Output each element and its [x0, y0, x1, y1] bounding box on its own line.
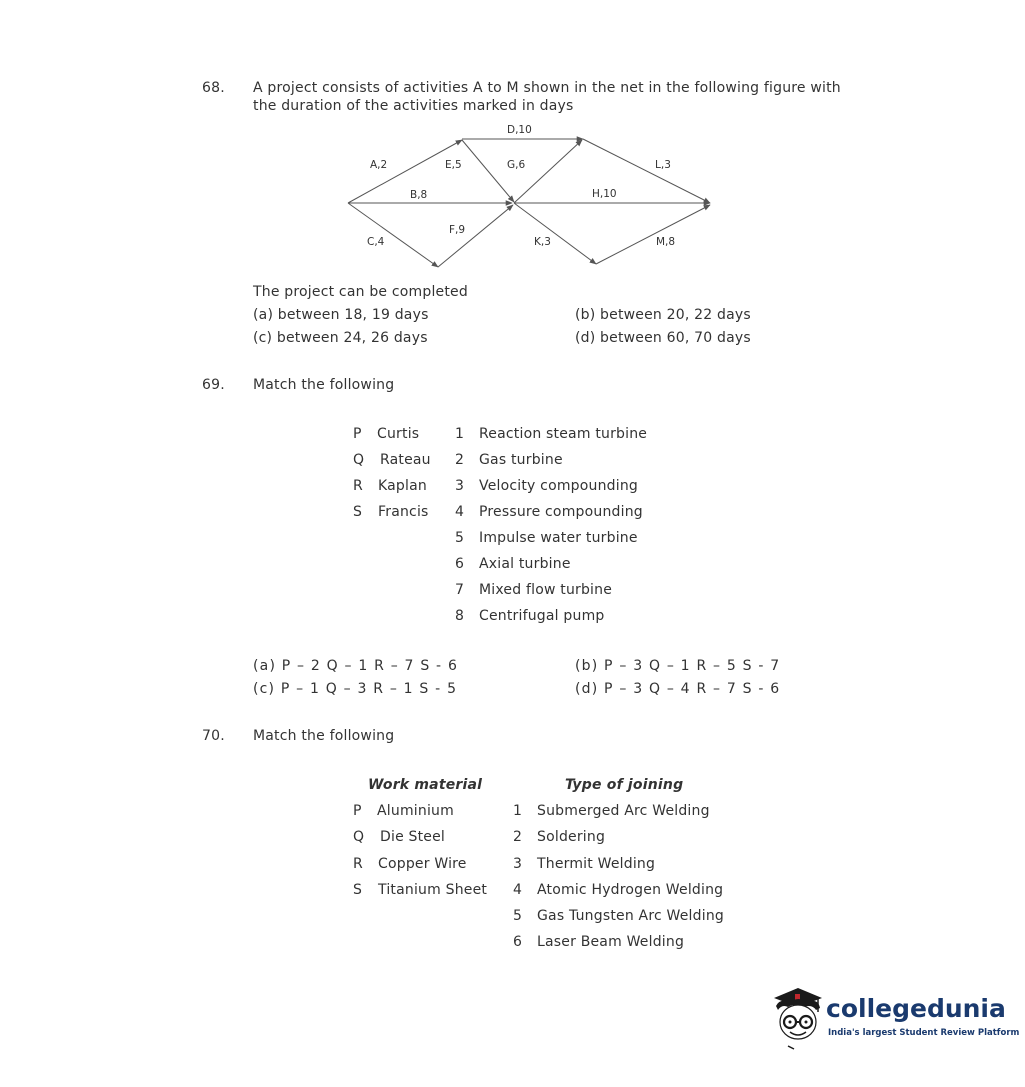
list-item: Die Steel [380, 829, 446, 845]
arrow-k [514, 203, 596, 264]
label-m: M,8 [656, 236, 676, 248]
list-item: R [353, 478, 363, 494]
list-item: 4 [513, 882, 523, 898]
option-69-d: (d) P – 3 Q – 4 R – 7 S - 6 [575, 681, 781, 697]
label-l: L,3 [655, 159, 671, 171]
question-70-number: 70. [202, 728, 225, 744]
list-item: Mixed flow turbine [479, 582, 613, 598]
list-item: Axial turbine [479, 556, 571, 572]
list-item: Pressure compounding [479, 504, 643, 520]
option-69-c: (c) P – 1 Q – 3 R – 1 S - 5 [253, 681, 458, 697]
list-item: Laser Beam Welding [537, 934, 685, 950]
list-item: Gas Tungsten Arc Welding [537, 908, 724, 924]
list-item: S [353, 504, 363, 520]
list-item: Velocity compounding [479, 478, 639, 494]
mascot-icon [768, 980, 826, 1052]
list-item: 4 [455, 504, 465, 520]
label-f: F,9 [449, 224, 466, 236]
list-item: Impulse water turbine [479, 530, 638, 546]
arrow-m [596, 205, 710, 264]
list-item: Copper Wire [378, 856, 467, 872]
option-68-c: (c) between 24, 26 days [253, 330, 428, 346]
list-item: 2 [513, 829, 523, 845]
list-item: P [353, 426, 362, 442]
arrow-e [462, 140, 514, 202]
option-69-b: (b) P – 3 Q – 1 R – 5 S - 7 [575, 658, 781, 674]
list-item: Centrifugal pump [479, 608, 605, 624]
label-k: K,3 [534, 236, 551, 248]
question-68-stem: The project can be completed [253, 284, 468, 300]
option-68-b: (b) between 20, 22 days [575, 307, 751, 323]
list-item: Q [353, 829, 365, 845]
option-68-a: (a) between 18, 19 days [253, 307, 429, 323]
list-item: Kaplan [378, 478, 427, 494]
question-70-title: Match the following [253, 728, 395, 744]
list-item: Soldering [537, 829, 606, 845]
label-e: E,5 [445, 159, 462, 171]
label-c: C,4 [367, 236, 385, 248]
list-item: Francis [378, 504, 429, 520]
question-69-number: 69. [202, 377, 225, 393]
list-item: Submerged Arc Welding [537, 803, 710, 819]
question-68-number: 68. [202, 80, 225, 96]
arrow-g [514, 140, 582, 203]
label-h: H,10 [592, 188, 617, 200]
option-69-a: (a) P – 2 Q – 1 R – 7 S - 6 [253, 658, 459, 674]
list-item: Gas turbine [479, 452, 563, 468]
column-header-type-of-joining: Type of joining [565, 777, 684, 793]
arrow-f [438, 205, 513, 267]
list-item: P [353, 803, 362, 819]
list-item: Titanium Sheet [378, 882, 488, 898]
arrow-a [348, 140, 462, 203]
option-68-d: (d) between 60, 70 days [575, 330, 751, 346]
collegedunia-logo [768, 980, 1020, 1055]
list-item: S [353, 882, 363, 898]
logo-wordmark: collegedunia [826, 994, 1006, 1023]
list-item: Curtis [377, 426, 420, 442]
list-item: 3 [455, 478, 465, 494]
list-item: R [353, 856, 363, 872]
label-b: B,8 [410, 189, 428, 201]
list-item: 1 [513, 803, 523, 819]
question-68-line-2: the duration of the activities marked in days [253, 98, 574, 114]
list-item: Atomic Hydrogen Welding [537, 882, 724, 898]
column-header-work-material: Work material [368, 777, 483, 793]
question-68-line-1: A project consists of activities A to M shown in the net in the following figure with [253, 80, 841, 96]
list-item: 5 [455, 530, 465, 546]
arrow-c [348, 203, 438, 267]
list-item: Rateau [380, 452, 431, 468]
label-d: D,10 [507, 124, 532, 136]
list-item: 6 [455, 556, 465, 572]
list-item: 7 [455, 582, 465, 598]
label-g: G,6 [507, 159, 526, 171]
list-item: Aluminium [377, 803, 454, 819]
list-item: 5 [513, 908, 523, 924]
list-item: 3 [513, 856, 523, 872]
list-item: 6 [513, 934, 523, 950]
list-item: Q [353, 452, 365, 468]
question-69-title: Match the following [253, 377, 395, 393]
list-item: 1 [455, 426, 465, 442]
list-item: Thermit Welding [537, 856, 656, 872]
list-item: Reaction steam turbine [479, 426, 648, 442]
list-item: 8 [455, 608, 465, 624]
logo-tagline: India's largest Student Review Platform [828, 1028, 1020, 1038]
list-item: 2 [455, 452, 465, 468]
activity-network-diagram [0, 0, 1025, 300]
label-a: A,2 [370, 159, 388, 171]
